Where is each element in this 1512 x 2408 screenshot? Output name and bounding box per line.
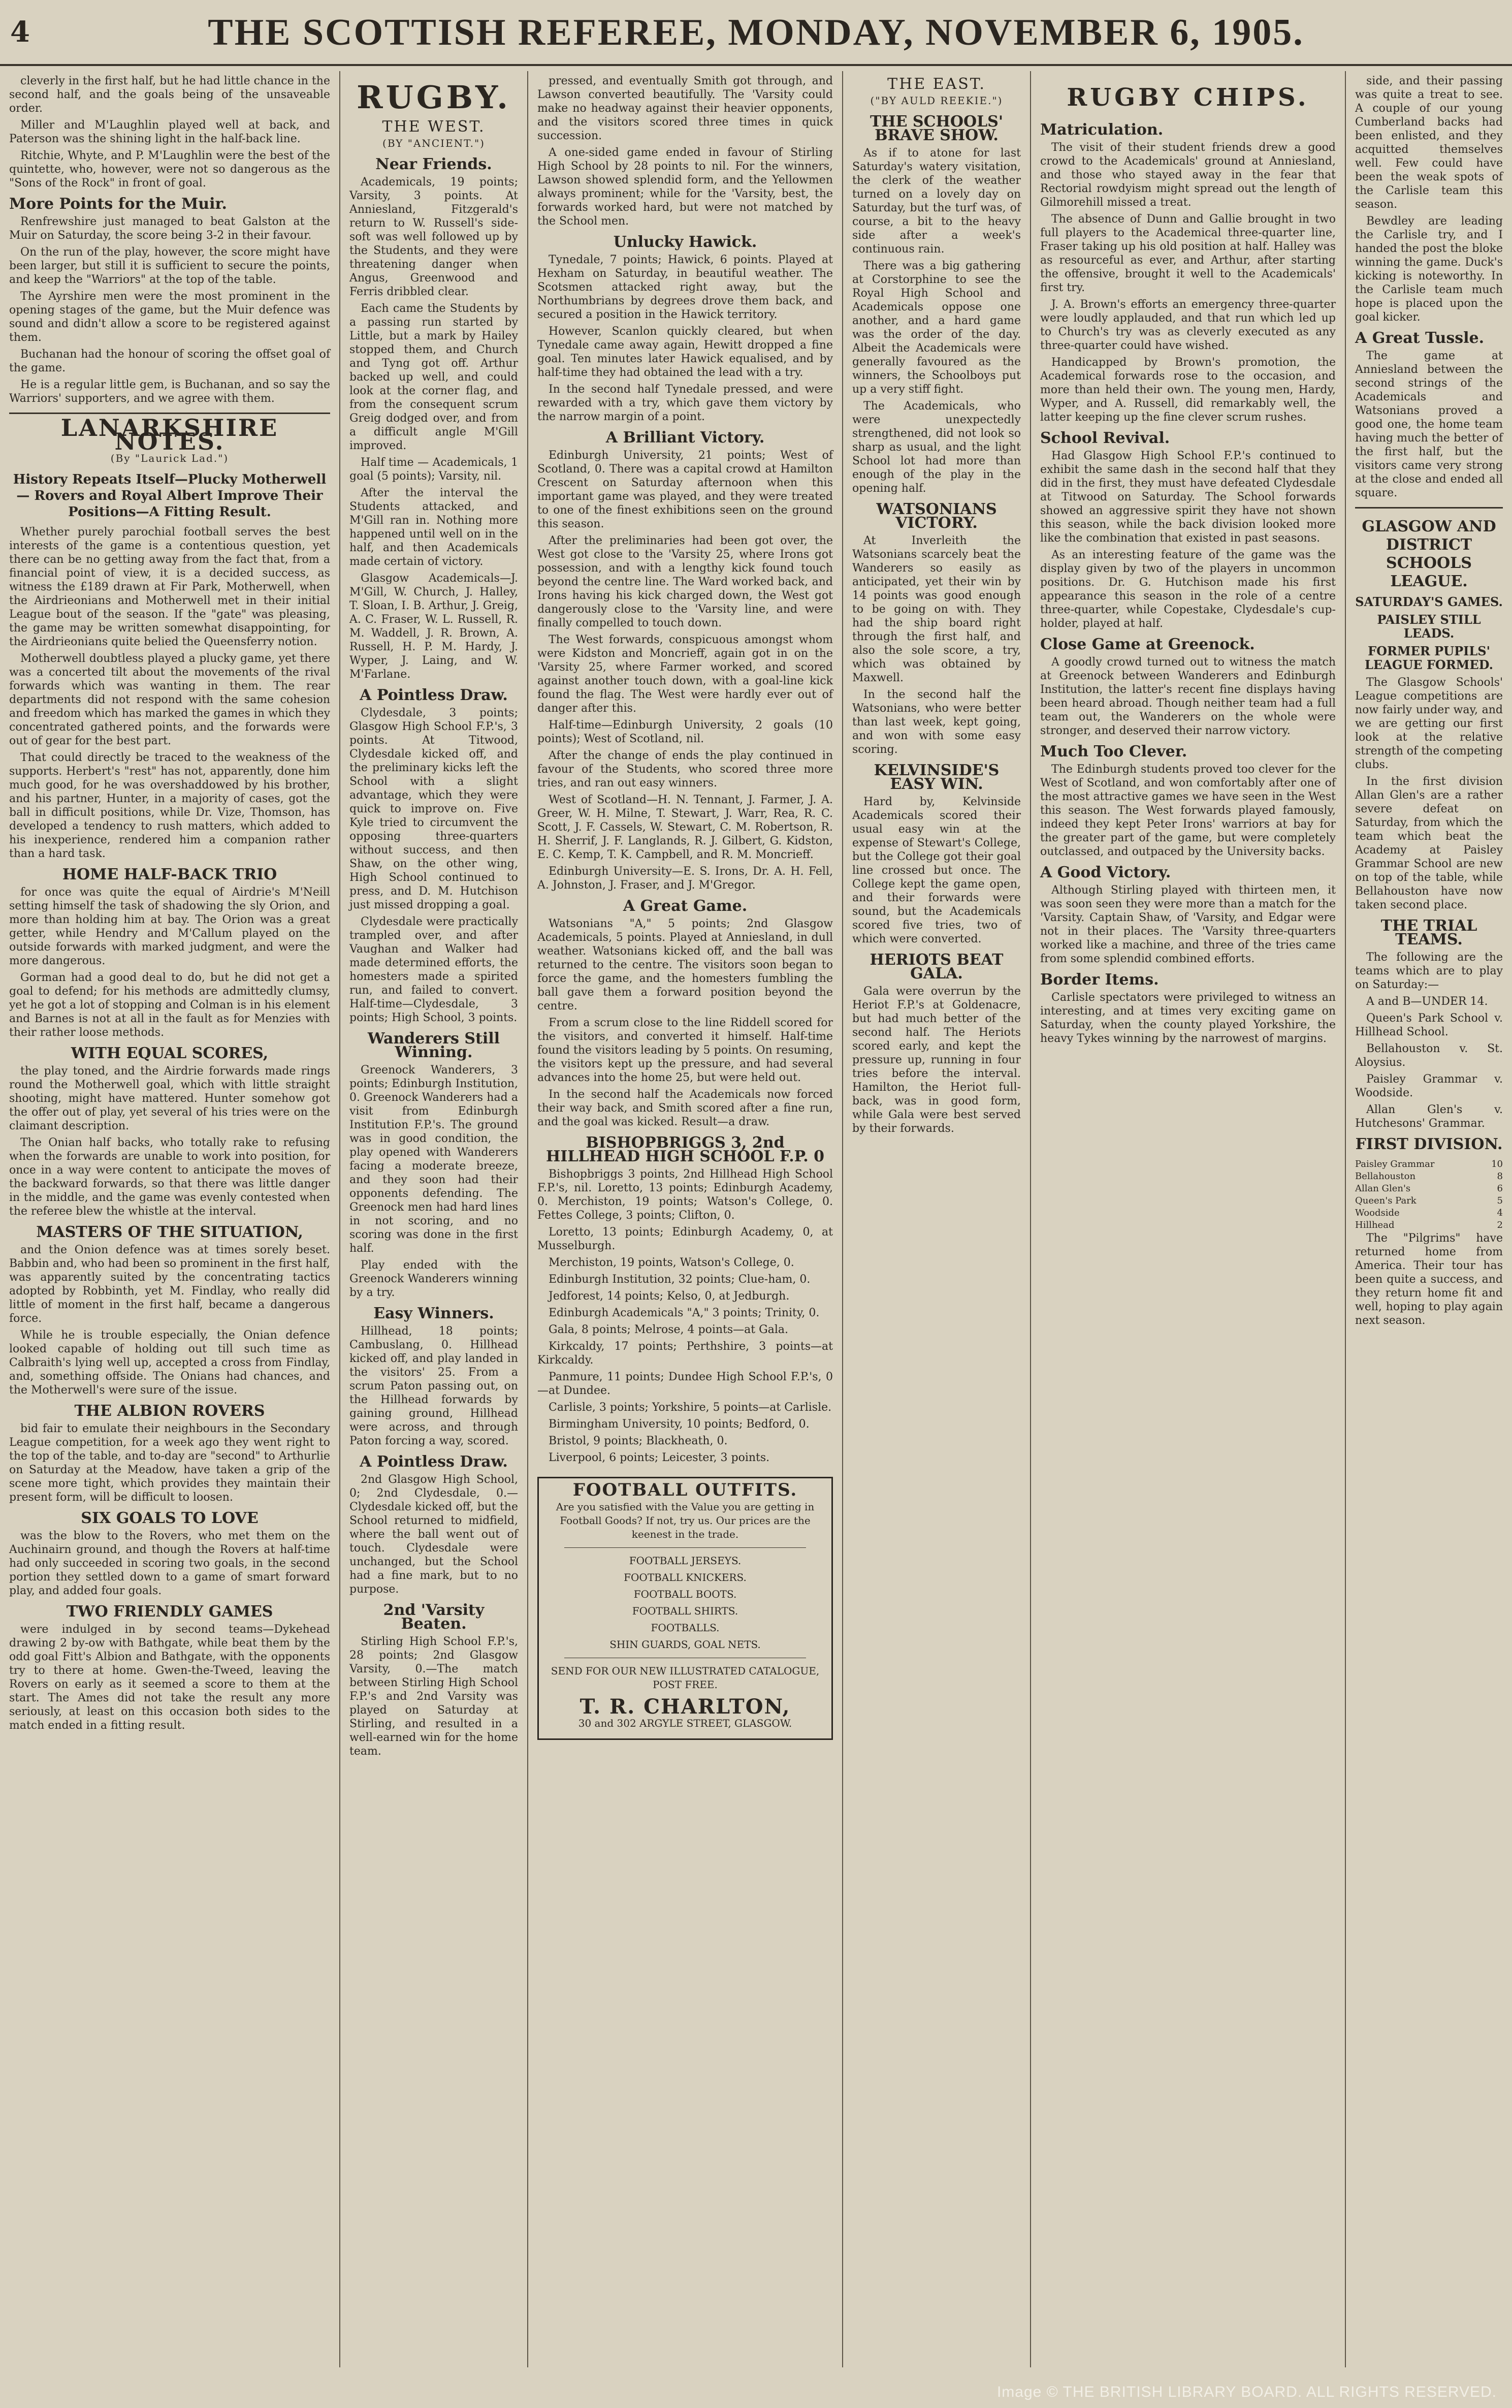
paragraph-list xyxy=(537,253,833,424)
paragraph: Birmingham University, 10 points; Bedford, 0. xyxy=(549,1418,810,1431)
paragraph-list xyxy=(1355,74,1503,324)
paragraph: A goodly crowd turned out to witness the match at Greenock between Wanderers and Edinburgh Institution, the latter's recent fine displays having been heard abroad. Though neither team had a full team out, the Wanderers on the whole were stronger, and deserved their narrow victory. xyxy=(1040,656,1336,737)
paragraph: FOOTBALLS. xyxy=(651,1622,720,1634)
paragraph-list xyxy=(852,795,1021,946)
paragraph: Bishopbriggs 3 points, 2nd Hillhead High School F.P.'s, nil. Loretto, 13 points; Edinburgh Academy, 0. Merchiston, 19 points; Watson's College, 0. Fettes College, 3 points; Clifton, 0. xyxy=(537,1168,833,1222)
section-heading: WITH EQUAL SCORES, xyxy=(71,1044,269,1062)
paragraph: were indulged in by second teams—Dykehead drawing 2 by-ow with Bathgate, while beat them by the odd goal Fitt's Albion and Bathgate, with the opponents try to there at home. Gwen-the-Tweed, leaving the Rovers on early as it seemed a score to them at the start. The Ames did not take the result any more seriously, at least on this occasion both sides to the match ended in a fitting result. xyxy=(9,1623,330,1732)
paragraph: Play ended with the Greenock Wanderers winning by a try. xyxy=(349,1259,518,1299)
paragraph-list xyxy=(852,146,1021,495)
results-list xyxy=(537,1225,833,1465)
paragraph: Carlisle, 3 points; Yorkshire, 5 points—at Carlisle. xyxy=(549,1401,832,1414)
paragraph-list xyxy=(537,917,833,1129)
paragraph-list xyxy=(1040,763,1336,859)
team-name: Bellahouston xyxy=(1355,1171,1416,1182)
paragraph-list xyxy=(349,1473,518,1596)
byline: (By "Laurick Lad.") xyxy=(110,452,229,464)
paragraph: From a scrum close to the line Riddell scored for the visitors, and converted it himself. Half-time found the visitors leading by 5 points. On resuming, the visitors kept up the pressure, and had several advances into the home 25, but were held out. xyxy=(537,1017,833,1084)
advert-lines xyxy=(544,1554,826,1652)
column-1 xyxy=(0,71,340,2367)
paragraph: Panmure, 11 points; Dundee High School F.P.'s, 0—at Dundee. xyxy=(537,1371,833,1397)
advert-title: FOOTBALL OUTFITS. xyxy=(572,1480,798,1500)
paragraph-list xyxy=(537,74,833,228)
section-heading: TWO FRIENDLY GAMES xyxy=(66,1603,273,1621)
paragraph: He is a regular little gem, is Buchanan, and so say the Warriors' supporters, and we agree with them. xyxy=(9,378,330,405)
paragraph: Gala were overrun by the Heriot F.P.'s at Goldenacre, but had much better of the second half. The Heriots scored early, and kept the pressure up, running in four tries before the interval. Hamilton, the Heriot full-back, was in good form, while Gala were best served by their forwards. xyxy=(852,985,1021,1135)
team-name: Paisley Grammar xyxy=(1355,1159,1435,1169)
paragraph: Clydesdale, 3 points; Glasgow High School F.P.'s, 3 points. At Titwood, Clydesdale kicked off, and the preliminary kicks left the School with a slight advantage, which they were quick to improve on. Five Kyle tried to circumvent the opposing three-quarters without success, and then Shaw, on the other wing, High School continued to press, and D. M. Hutchison just missed dropping a goal. xyxy=(349,707,518,911)
paragraph: was the blow to the Rovers, who met them on the Auchinairn ground, and though the Rovers at half-time had only succeeded in scoring two goals, in the second portion they settled down to a game of smart forward play, and added four goals. xyxy=(9,1530,330,1597)
paragraph: Gala, 8 points; Melrose, 4 points—at Gala. xyxy=(549,1323,788,1336)
paragraph: The Onian half backs, who totally rake to refusing when the forwards are unable to work into position, for once in a way were content to anticipate the moves of the backward forwards, so that there was little danger in the middle, and the game was evenly contested when the referee blew the whistle at the interval. xyxy=(9,1136,330,1218)
section-heading: More Points for the Muir. xyxy=(9,195,227,213)
paragraph-list xyxy=(349,1063,518,1300)
paragraph: Merchiston, 19 points, Watson's College, 0. xyxy=(549,1256,794,1269)
section-heading: SIX GOALS TO LOVE xyxy=(81,1509,259,1527)
paragraph-list xyxy=(9,1064,330,1218)
paragraph: Kirkcaldy, 17 points; Perthshire, 3 points—at Kirkcaldy. xyxy=(537,1340,833,1367)
paragraph-list xyxy=(9,885,330,1039)
paragraph: A and B—UNDER 14. xyxy=(1366,995,1488,1008)
paragraph: After the preliminaries had been got over, the West got close to the 'Varsity 25, where Irons got possession, and with a lengthy kick found touch beyond the centre line. The Ward worked back, and Irons having his kick charged down, the West got dangerously close to the 'Varsity line, and were finally compelled to touch down. xyxy=(537,534,833,629)
section-heading: Easy Winners. xyxy=(373,1305,494,1322)
section-heading: HOME HALF-BACK TRIO xyxy=(62,866,277,883)
section-heading: Near Friends. xyxy=(375,155,492,173)
paragraph: Hard by, Kelvinside Academicals scored their usual easy win at the expense of Stewart's College, but the College got their goal line crossed but once. The College kept the game open, and their forwards were sound, but the Academicals scored five tries, two of which were converted. xyxy=(852,796,1021,945)
section-heading: Wanderers Still Winning. xyxy=(367,1030,500,1061)
paragraph: That could directly be traced to the weakness of the supports. Herbert's "rest" has not, apparently, done him much good, for he was overshaddowed by his brother, and his partner, Hunter, in a majority of cases, got the ball in difficult positions, while Dr. Vize, Thomson, has developed a tendency to rush matters, which added to his inexperience, rendered him a companion rather than a hard task. xyxy=(9,751,330,860)
paragraph: FOOTBALL JERSEYS. xyxy=(629,1555,742,1567)
league-table xyxy=(1355,1158,1503,1231)
paragraph: Watsonians "A," 5 points; 2nd Glasgow Academicals, 5 points. Played at Anniesland, in dull weather. Watsonians kicked off, and the ball was returned to the centre. The visitors soon began to force the game, and the homesters fumbling the ball gave them a forward position beyond the centre. xyxy=(537,917,833,1012)
paragraph: After the interval the Students attacked, and M'Gill ran in. Nothing more happened until well on in the half, and then Academicals made certain of victory. xyxy=(349,487,518,568)
paragraph: In the second half Tynedale pressed, and were rewarded with a try, which gave them victory by the narrow margin of a point. xyxy=(537,383,833,423)
paragraph: Glasgow Academicals—J. M'Gill, W. Church, J. Halley, T. Sloan, I. B. Arthur, J. Greig, A. C. Fraser, W. L. Russell, R. M. Waddell, J. R. Brown, A. Russell, H. P. M. Hardy, J. Wyper, J. Laing, and W. M'Farlane. xyxy=(349,572,518,681)
paragraph-list xyxy=(537,793,833,892)
team-points: 5 xyxy=(1497,1195,1503,1206)
paragraph: While he is trouble especially, the Onian defence looked capable of holding out till such time as Calbraith's lying well up, accepted a cross from Findlay, and, something offside. The Onians had chances, and the Motherwell's were sure of the issue. xyxy=(9,1329,330,1397)
paragraph-list xyxy=(537,1167,833,1222)
paragraph: J. A. Brown's efforts an emergency three-quarter were loudly applauded, and that run which led up to Church's try was as cleverly executed as any three-quarter could have wished. xyxy=(1040,298,1336,352)
paragraph: As if to atone for last Saturday's watery visitation, the clerk of the weather turned on a lovely day on Saturday, but the turf was, of course, a bit to the heavy side after a week's continuous rain. xyxy=(852,147,1021,256)
divider xyxy=(564,1547,806,1548)
paragraph-list xyxy=(1040,883,1336,966)
table-row xyxy=(1355,1195,1503,1207)
advert-name: T. R. CHARLTON, xyxy=(580,1695,791,1719)
paragraph: Miller and M'Laughlin played well at back, and Paterson was the shining light in the half-back line. xyxy=(9,119,330,145)
advert-intro: Are you satisfied with the Value you are getting in Football Goods? If not, try us. Our prices are the keenest in the trade. xyxy=(556,1501,815,1540)
paragraph: Had Glasgow High School F.P.'s continued to exhibit the same dash in the second half that they did in the first, they must have defeated Clydesdale at Titwood on Saturday. The School forwards showed an aggressive spirit they have not shown this season, while the back division looked more like the combination that existed in past seasons. xyxy=(1040,450,1336,545)
paragraph: Ritchie, Whyte, and P. M'Laughlin were the best of the quintette, who, however, were not so dangerous as the "Sons of the Rock" in front of goal. xyxy=(9,149,330,189)
paragraph: 2nd Glasgow High School, 0; 2nd Clydesdale, 0.—Clydesdale kicked off, but the School returned to midfield, where the ball went out of touch. Clydesdale were unchanged, but the School had a fine mark, but to no purpose. xyxy=(349,1473,518,1596)
section-heading: BISHOPBRIGGS 3, 2nd HILLHEAD HIGH SCHOOL F.P. 0 xyxy=(545,1134,825,1165)
column-2 xyxy=(340,71,528,2367)
masthead: THE SCOTTISH REFEREE, MONDAY, NOVEMBER 6, 1905. xyxy=(208,12,1304,53)
paragraph: Buchanan had the honour of scoring the offset goal of the game. xyxy=(9,348,330,374)
paragraph-list xyxy=(1040,141,1336,424)
paragraph: The Edinburgh students proved too clever for the West of Scotland, and won comfortably after one of the most attractive games we have seen in the West this season. The West forwards played famously, indeed they kept Peter Irons' warriors at bay for the greater part of the game, but were completely outclassed, and outpaced by the University backs. xyxy=(1040,763,1336,858)
paragraph: Greenock Wanderers, 3 points; Edinburgh Institution, 0. Greenock Wanderers had a visit from Edinburgh Institution F.P.'s. The ground was in good condition, the play opened with Wanderers facing a moderate breeze, and they soon had their opponents defending. The Greenock men had hard lines in not scoring, and no scoring was done in the first half. xyxy=(349,1064,518,1255)
paragraph: Loretto, 13 points; Edinburgh Academy, 0, at Musselburgh. xyxy=(537,1226,833,1252)
paragraph: The Glasgow Schools' League competitions are now fairly under way, and we are getting our first look at the relative strength of the competing clubs. xyxy=(1355,676,1503,771)
paragraph-list xyxy=(349,175,518,568)
paragraph-list xyxy=(9,1529,330,1598)
paragraph: Tynedale, 7 points; Hawick, 6 points. Played at Hexham on Saturday, in beautiful weather. The Scotsmen attacked right away, but the Northumbrians by degrees drove them back, and secured a position in the Hawick territory. xyxy=(537,254,833,321)
section-heading: A Great Tussle. xyxy=(1355,329,1485,347)
rugby-title: RUGBY. xyxy=(357,79,511,116)
paragraph-list xyxy=(537,449,833,790)
paragraph-list xyxy=(349,1324,518,1448)
section-heading: WATSONIANS VICTORY. xyxy=(876,500,997,532)
table-row xyxy=(1355,1183,1503,1195)
section-subtitle: THE WEST. xyxy=(382,118,486,136)
paragraph-list xyxy=(9,1623,330,1732)
section-heading: THE SCHOOLS' BRAVE SHOW. xyxy=(870,113,1004,144)
team-name: Woodside xyxy=(1355,1208,1400,1218)
paragraph-list xyxy=(1040,449,1336,630)
section-heading: THE ALBION ROVERS xyxy=(74,1402,265,1420)
paragraph: Each came the Students by a passing run started by Little, but a mark by Hailey stopped them, and Church and Tyng got off. Arthur backed up well, and could look at the corner flag, and from the consequent scrum Greig dodged over, and from a difficult angle M'Gill improved. xyxy=(349,302,518,452)
paragraph: cleverly in the first half, but he had little chance in the second half, and the goals being of the unsaveable order. xyxy=(9,75,330,115)
paragraph: The visit of their student friends drew a good crowd to the Academicals' ground at Anniesland, and those who stayed away in the fear that Rectorial rowdyism might spread out the length of Gilmorehill missed a treat. xyxy=(1040,141,1336,209)
section-heading: 2nd 'Varsity Beaten. xyxy=(383,1601,485,1633)
paragraph: Stirling High School F.P.'s, 28 points; 2nd Glasgow Varsity, 0.—The match between Stirling High School F.P.'s and 2nd Varsity was played on Saturday at Stirling, and resulted in a well-earned win for the home team. xyxy=(349,1635,518,1758)
paragraph: Bellahouston v. St. Aloysius. xyxy=(1355,1042,1503,1069)
paragraph: Edinburgh University—E. S. Irons, Dr. A. H. Fell, A. Johnston, J. Fraser, and J. M'Gregor. xyxy=(537,865,833,892)
table-row xyxy=(1355,1158,1503,1170)
paragraph-list xyxy=(9,1243,330,1397)
table-row xyxy=(1355,1219,1503,1231)
paragraph: At Inverleith the Watsonians scarcely beat the Wanderers so easily as anticipated, yet their win by 14 points was good enough to be going on with. They had the ship board right through the first half, and also the sole score, a try, which was obtained by Maxwell. xyxy=(852,534,1021,684)
team-points: 6 xyxy=(1497,1183,1503,1194)
paragraph-list xyxy=(9,74,330,190)
football-outfits-advert xyxy=(537,1477,833,1740)
lanarkshire-notes-title: LANARKSHIRE NOTES. xyxy=(9,413,330,449)
paragraph: The Academicals, who were unexpectedly strengthened, did not look so sharp as usual, and the light School lot had more than enough of the play in the opening half. xyxy=(852,400,1021,495)
advert-send: SEND FOR OUR NEW ILLUSTRATED CATALOGUE, POST FREE. xyxy=(551,1665,820,1691)
paragraph: Paisley Grammar v. Woodside. xyxy=(1355,1073,1503,1099)
columns xyxy=(0,71,1512,2367)
paragraph: Whether purely parochial football serves the best interests of the game is a contentious question, yet there can be no getting away from the fact that, from a financial point of view, it is a decided success, as witness the £189 drawn at Fir Park, Motherwell, when the Airdrieonians and Motherwell met in their initial League bout of the season. If the "gate" was pleasing, the game may be written somewhat disappointing, for the Airdrieonians quite belied the Queensferry notion. xyxy=(9,526,330,648)
column-3 xyxy=(528,71,843,2367)
paragraph: In the second half the Academicals now forced their way back, and Smith scored after a fine run, and the goal was kicked. Result—a draw. xyxy=(537,1088,833,1128)
paragraph: Edinburgh Academicals "A," 3 points; Trinity, 0. xyxy=(549,1307,820,1319)
advert-address: 30 and 302 ARGYLE STREET, GLASGOW. xyxy=(578,1717,792,1729)
paragraph-list xyxy=(349,706,518,1025)
paragraph: Allan Glen's v. Hutchesons' Grammar. xyxy=(1355,1103,1503,1130)
paragraph: Although Stirling played with thirteen men, it was soon seen they were more than a match for the 'Varsity. Captain Shaw, of 'Varsity, and Edgar were not in their places. The 'Varsity three-quarters worked like a machine, and three of the tries came from some splendid combined efforts. xyxy=(1040,884,1336,965)
section-heading: THE TRIAL TEAMS. xyxy=(1380,917,1477,948)
paragraph-list xyxy=(9,1422,330,1504)
section-heading: A Pointless Draw. xyxy=(360,1453,508,1471)
paragraph: Queen's Park School v. Hillhead School. xyxy=(1355,1012,1503,1038)
paragraph: Edinburgh University, 21 points; West of Scotland, 0. There was a capital crowd at Hamilton Crescent on Saturday afternoon when this important game was played, and they were treated to one of the finest exhibitions seen on the ground this season. xyxy=(537,449,833,530)
paragraph: A one-sided game ended in favour of Stirling High School by 28 points to nil. For the winners, Lawson showed splendid form, and the Yellowmen always prominent; while for the 'Varsity, best, the forwards worked hard, but were not matched by the School men. xyxy=(537,146,833,228)
byline: (BY "ANCIENT.") xyxy=(382,137,485,149)
paragraph: Bewdley are leading the Carlisle try, and I handed the post the bloke winning the game. Duck's kicking is noteworthy. In the Carlisle team much hope is placed upon the goal kicker. xyxy=(1355,215,1503,324)
section-heading: Much Too Clever. xyxy=(1040,743,1187,761)
paragraph: Carlisle spectators were privileged to witness an interesting, and at times very exciting game on Saturday, when the county played Yorkshire, the heavy Tykes winning by the narrowest of margins. xyxy=(1040,991,1336,1045)
section-heading: A Pointless Draw. xyxy=(360,686,508,704)
paragraph: SHIN GUARDS, GOAL NETS. xyxy=(609,1638,761,1651)
paragraph: In the first division Allan Glen's are a rather severe defeat on Saturday, from which the team which beat the Academy at Paisley Grammar School are new on top of the table, while Bellahouston have now taken second place. xyxy=(1355,775,1503,911)
paragraph: The Ayrshire men were the most prominent in the opening stages of the game, but the Muir defence was sound and didn't allow a score to be registered against them. xyxy=(9,290,330,344)
section-heading: Close Game at Greenock. xyxy=(1040,636,1255,653)
section-heading: Unlucky Hawick. xyxy=(613,233,757,251)
paragraph: West of Scotland—H. N. Tennant, J. Farmer, J. A. Greer, W. H. Milne, T. Stewart, J. Warr, Rea, R. C. Scott, J. F. Cassels, W. Stewart, C. M. Robertson, R. H. Sherrif, J. F. Langlands, R. J. Gilbert, G. Kidston, E. C. Kemp, T. K. Campbell, and R. M. Moncrieff. xyxy=(537,794,833,861)
paragraph: The West forwards, conspicuous amongst whom were Kidston and Moncrieff, again got in on the 'Varsity 25, where Farmer worked, and scored against another touch down, with a goal-line kick found the flag. The West were hardly ever out of danger after this. xyxy=(537,633,833,715)
paragraph: The "Pilgrims" have returned home from America. Their tour has been quite a success, and they return home fit and well, hoping to play again next season. xyxy=(1355,1232,1503,1327)
rugby-chips-title: RUGBY CHIPS. xyxy=(1067,83,1309,112)
team-name: Allan Glen's xyxy=(1355,1183,1411,1194)
section-heading: KELVINSIDE'S EASY WIN. xyxy=(874,762,1000,793)
paragraph-list xyxy=(349,1635,518,1758)
league-title: GLASGOW AND DISTRICT SCHOOLS LEAGUE. xyxy=(1362,518,1496,590)
byline: ("BY AULD REEKIE.") xyxy=(870,94,1003,107)
paragraph-list xyxy=(1355,1231,1503,1327)
paragraph: Clydesdale were practically trampled over, and after Vaughan and Walker had made determined efforts, the homesters made a spirited run, and failed to convert. Half-time—Clydesdale, 3 points; High School, 3 points. xyxy=(349,915,518,1024)
article-deck: History Repeats Itself—Plucky Motherwell — Rovers and Royal Albert Improve Their Positions—A Fitting Result. xyxy=(13,472,327,520)
paragraph: However, Scanlon quickly cleared, but when Tynedale came away again, Hewitt dropped a fine goal. Ten minutes later Hawick equalised, and by half-time they had obtained the lead with a try. xyxy=(537,325,833,379)
section-heading: A Good Victory. xyxy=(1040,864,1171,881)
team-name: Hillhead xyxy=(1355,1220,1395,1230)
league-table-title: FIRST DIVISION. xyxy=(1355,1135,1503,1153)
paragraph: FOOTBALL BOOTS. xyxy=(633,1588,737,1600)
paragraph: for once was quite the equal of Airdrie's M'Neill setting himself the task of shadowing the sly Orion, and more than holding him at bay. The Orion was a great getter, while Hendry and M'Callum played on the outside forwards with marked judgment, and were the more dangerous. xyxy=(9,886,330,967)
league-subheading: FORMER PUPILS' LEAGUE FORMED. xyxy=(1365,644,1493,672)
league-subheading: SATURDAY'S GAMES. xyxy=(1355,594,1503,609)
paragraph-list xyxy=(9,525,330,861)
team-points: 10 xyxy=(1491,1159,1503,1169)
paragraph-list xyxy=(1040,991,1336,1045)
paragraph: Hillhead, 18 points; Cambuslang, 0. Hillhead kicked off, and play landed in the visitors' 25. From a scrum Paton passing out, on the Hillhead forwards by gaining ground, Hillhead were across, and through Paton forcing a way, scored. xyxy=(349,1325,518,1447)
paragraph: The following are the teams which are to play on Saturday:— xyxy=(1355,951,1503,991)
section-heading: Border Items. xyxy=(1040,971,1159,989)
paragraph: Edinburgh Institution, 32 points; Clue-ham, 0. xyxy=(549,1273,811,1286)
team-points: 4 xyxy=(1497,1208,1503,1218)
table-row xyxy=(1355,1207,1503,1219)
section-heading: A Brilliant Victory. xyxy=(605,429,765,447)
section-subtitle: THE EAST. xyxy=(887,75,986,93)
paragraph: There was a big gathering at Corstorphine to see the Royal High School and Academicals oppose one another, and a hard game was the order of the day. Albeit the Academicals were generally favoured as the winners, the Schoolboys put up a very stiff fight. xyxy=(852,260,1021,396)
paragraph: Handicapped by Brown's promotion, the Academical forwards rose to the occasion, and more than held their own. The young men, Hardy, Wyper, and A. Russell, did remarkably well, the latter keeping up the fine clever scrum rushes. xyxy=(1040,356,1336,424)
column-4 xyxy=(843,71,1031,2367)
league-subheading: PAISLEY STILL LEADS. xyxy=(1377,612,1481,641)
paragraph: Liverpool, 6 points; Leicester, 3 points. xyxy=(549,1451,770,1464)
paragraph-list xyxy=(9,215,330,405)
image-credit: Image © THE BRITISH LIBRARY BOARD. ALL RIGHTS RESERVED. xyxy=(996,2384,1497,2400)
paragraph: side, and their passing was quite a treat to see. A couple of our young Cumberland backs had been enlisted, and they acquitted themselves well. Few could have been the weak spots of the Carlisle team this season. xyxy=(1355,75,1503,211)
paragraph: Jedforest, 14 points; Kelso, 0, at Jedburgh. xyxy=(549,1290,790,1303)
paragraph-list xyxy=(349,572,518,681)
paragraph-list xyxy=(1040,655,1336,738)
team-points: 2 xyxy=(1497,1220,1503,1230)
divider xyxy=(1355,507,1503,509)
paragraph: Motherwell doubtless played a plucky game, yet there was a concerted tilt about the movements of the rival forwards which was wanting in them. The rear departments did not respond with the same cohesion and freedom which has marked the games in which they concentrated gathered points, and the forwards were out of gear for the best part. xyxy=(9,652,330,747)
paragraph: The game at Anniesland between the second strings of the Academicals and Watsonians proved a good one, the home team having much the better of the first half, but the visitors came very strong at the close and ended all square. xyxy=(1355,350,1503,499)
paragraph: Half-time—Edinburgh University, 2 goals (10 points); West of Scotland, nil. xyxy=(537,719,833,745)
paragraph: As an interesting feature of the game was the display given by two of the players in uncommon positions. Dr. G. Hutchison made his first appearance this season in the role of a centre three-quarter, while Copestake, Clydesdale's cup-holder, played at half. xyxy=(1040,549,1336,630)
paragraph: pressed, and eventually Smith got through, and Lawson converted beautifully. The 'Varsity could make no headway against their heavier opponents, and the visitors scored three times in quick succession. xyxy=(537,75,833,142)
paragraph: Renfrewshire just managed to beat Galston at the Muir on Saturday, the score being 3-2 in their favour. xyxy=(9,215,330,242)
section-heading: HERIOTS BEAT GALA. xyxy=(870,951,1004,983)
paragraph-list xyxy=(1355,349,1503,500)
paragraph: In the second half the Watsonians, who were better than last week, kept going, and won with some easy scoring. xyxy=(852,688,1021,756)
paragraph: Half time — Academicals, 1 goal (5 points); Varsity, nil. xyxy=(349,456,518,483)
table-row xyxy=(1355,1170,1503,1183)
paragraph: bid fair to emulate their neighbours in the Secondary League competition, for a week ago they went right to the top of the table, and to-day are "second" to Arthurlie on Saturday at the Meadow, have taken a grip of the scene more tight, which provides they maintain their present form, will be difficult to loosen. xyxy=(9,1422,330,1504)
section-heading: MASTERS OF THE SITUATION, xyxy=(36,1223,303,1241)
paragraph-list xyxy=(852,534,1021,756)
paragraph: After the change of ends the play continued in favour of the Students, who scored three more tries, and ran out easy winners. xyxy=(537,749,833,789)
page-header xyxy=(0,0,1512,66)
paragraph: FOOTBALL SHIRTS. xyxy=(632,1605,738,1617)
paragraph: the play toned, and the Airdrie forwards made rings round the Motherwell goal, which with little straight shooting, might have mattered. Hunter somehow got the offer out of play, yet several of his tries were on the claimant description. xyxy=(9,1065,330,1132)
team-name: Queen's Park xyxy=(1355,1195,1417,1206)
paragraph: On the run of the play, however, the score might have been larger, but still it is sufficient to secure the points, and keep the "Warriors" at the top of the table. xyxy=(9,246,330,286)
section-heading: Matriculation. xyxy=(1040,121,1164,139)
paragraph-list xyxy=(1355,950,1503,1130)
section-heading: School Revival. xyxy=(1040,429,1170,447)
paragraph: and the Onion defence was at times sorely beset. Babbin and, who had been so prominent in the first half, was apparently suited by the concentrating tactics adopted by Robbinth, yet M. Findlay, who really did little of moment in the first half, became a dangerous force. xyxy=(9,1244,330,1325)
paragraph: FOOTBALL KNICKERS. xyxy=(624,1571,747,1583)
paragraph-list xyxy=(852,985,1021,1135)
team-points: 8 xyxy=(1497,1171,1503,1182)
page-number: 4 xyxy=(10,15,30,49)
paragraph-list xyxy=(1355,676,1503,912)
paragraph: Gorman had a good deal to do, but he did not get a goal to defend; for his methods are admittedly clumsy, yet he got a lot of stopping and Colman is in his element and Barnes is not at all in the fault as for Menzies with their rather loose methods. xyxy=(9,971,330,1039)
column-6 xyxy=(1346,71,1512,2367)
paragraph: The absence of Dunn and Gallie brought in two full players to the Academical three-quarter line, Fraser taking up his old position at half. Halley was as resourceful as ever, and Arthur, after starting the offensive, brought it well to the Academicals' first try. xyxy=(1040,213,1336,294)
section-heading: A Great Game. xyxy=(623,897,748,915)
paragraph: Academicals, 19 points; Varsity, 3 points. At Anniesland, Fitzgerald's return to W. Russell's side-soft was well followed up by the Students, and they were threatening danger when Angus, Greenwood and Ferris dribbled clear. xyxy=(349,176,518,298)
column-5 xyxy=(1031,71,1346,2367)
paragraph: Bristol, 9 points; Blackheath, 0. xyxy=(549,1435,728,1447)
